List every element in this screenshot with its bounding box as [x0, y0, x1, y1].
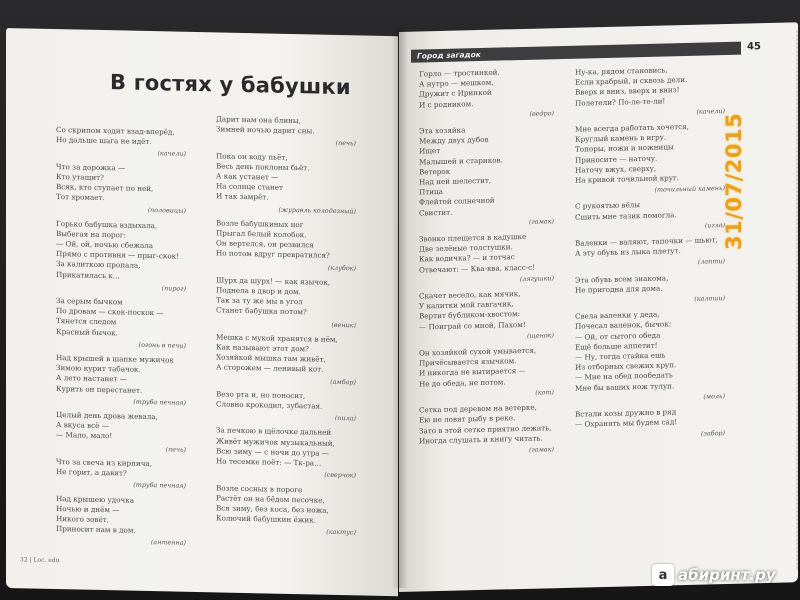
riddle-line: Между двух дубов [419, 135, 489, 146]
section-header: Город загадок [411, 42, 741, 63]
riddle-line: Дарит нам она блины, [216, 114, 301, 126]
riddle-block [419, 123, 554, 229]
riddle-line: — Мне на обед пообедать [575, 370, 673, 383]
book-gutter [392, 28, 408, 588]
riddle-block [575, 121, 725, 197]
riddle-line: И никогда не вытирается — [419, 366, 526, 378]
riddle-line: И так замрёт. [216, 191, 269, 202]
riddle-block [575, 235, 725, 270]
riddle-line: Причёсывается язычком. [419, 356, 517, 368]
riddle-block [216, 483, 356, 538]
riddle-line: Флейтой солнечной [419, 196, 495, 207]
riddle-block [216, 426, 356, 481]
riddle-line: А эту обувь из лыка плетут. [575, 246, 681, 258]
riddle-answer: (щенок) [526, 331, 554, 340]
riddle-line: Пока он воду пьёт, [216, 151, 288, 162]
riddle-line: Эта хозяйка [419, 125, 466, 136]
riddle-line: Горло — тростинкой, [419, 67, 500, 79]
riddle-line: Выбегая на порог: [56, 228, 127, 240]
riddle-line: — Ну, тогда стайка ешь [575, 350, 666, 362]
riddle-line: Круглый камень в игру. [575, 132, 667, 144]
riddle-line: Не пригодна для дома. [575, 283, 663, 295]
riddle-line: Сетка под деревом на ветерке, [419, 402, 537, 415]
riddle-line: Живёт мужичок музыкальный, [216, 436, 335, 448]
riddle-line: На тесемке поёт: — Тк-ра… [216, 456, 322, 468]
riddle-line: По дровам — скок-поскок — [56, 306, 164, 318]
riddle-line: Не горит, а давит? [56, 467, 127, 478]
riddle-block [56, 162, 186, 217]
labirint-logo-icon: а [652, 564, 674, 586]
riddle-answer: (веник) [331, 320, 356, 329]
riddle-answer: (моль) [703, 391, 725, 401]
riddle-answer: (игла) [704, 220, 725, 230]
riddle-line: Горько бабушка вздыхала, [56, 218, 158, 230]
riddle-line: Тянется следом [56, 316, 117, 327]
riddle-answer: (огонь в печи) [138, 340, 186, 350]
riddle-answer: (журавль колодезный) [278, 205, 356, 215]
riddle-answer: (ведро) [529, 109, 554, 118]
riddle-answer: (труба печная) [133, 480, 186, 491]
watermark [652, 560, 792, 590]
riddle-line: Но дальше шага не идёт. [56, 135, 152, 147]
riddle-line: Свистит. [419, 207, 453, 218]
riddle-line: Хозяйкой мышка там живёт, [216, 352, 326, 364]
riddle-answer: (кактус) [326, 528, 356, 537]
riddle-block [216, 275, 356, 330]
riddle-line: Приносите — наточу. [575, 153, 658, 165]
riddle-line: Весь день поклоны бьёт. [216, 161, 310, 173]
riddle-line: Целый день дрова жевала, [56, 410, 158, 422]
riddle-line: На солнце станет [216, 181, 284, 193]
riddle-line: Но потом вдруг превратился? [216, 248, 330, 261]
riddle-line: Встали козы дружно в ряд [575, 407, 677, 419]
riddle-line: — Ой, ой, ночью сбежала [56, 239, 154, 251]
riddle-line: Ею не ловят рыбу в реке. [419, 413, 516, 425]
riddle-line: Станет бабушка потом? [216, 305, 307, 317]
riddle-answer: (пила) [334, 414, 356, 423]
riddle-line: Красный бычок. [56, 326, 118, 338]
riddle-line: Из отборных свежих круп. [575, 360, 677, 372]
riddle-block [216, 218, 356, 273]
riddle-answer: (половицы) [147, 206, 186, 216]
riddle-line: Дружит с Иринкой [419, 88, 492, 99]
riddle-line: Словно крокодил, зубастая. [216, 399, 323, 411]
riddle-answer: (кот) [535, 388, 554, 397]
riddle-block [575, 272, 725, 307]
riddle-line: Шурх да шурх! — как язычок, [216, 275, 331, 287]
riddle-line: За серым бычком [56, 296, 123, 307]
page-number: 45 [747, 41, 761, 53]
riddle-answer: (антенна) [150, 538, 186, 548]
riddle-line: Колючий бабушкин ёжик. [216, 513, 316, 525]
riddle-line: А лето настанет — [56, 373, 127, 385]
riddle-line: Над крышею удочка [56, 493, 135, 505]
riddle-line: Всяк, кто ступает по ней, [56, 182, 154, 194]
riddle-line: Валенки — валяют, тапочки — шьют, [575, 235, 718, 248]
riddle-block [56, 353, 186, 408]
riddle-block [575, 198, 725, 233]
riddle-block [56, 410, 186, 455]
riddle-line: Растёт он на бёдом песочке, [216, 493, 325, 505]
riddle-block [216, 151, 356, 216]
riddle-answer: (амбар) [330, 377, 356, 387]
riddle-line: Мне всегда работать хочется, [575, 121, 689, 134]
riddle-line: Как называют этот дом? [216, 342, 309, 354]
riddle-block [56, 296, 186, 351]
riddle-line: Иногда слушать и книгу читать. [419, 433, 543, 446]
riddle-line: Ночью и днём — [56, 503, 120, 515]
riddle-answer: (труба печная) [133, 397, 186, 407]
riddle-line: Что за дорожка — [56, 161, 126, 173]
page-footer: 32 | Loc. edu [20, 556, 60, 565]
riddle-line: Мне бы ваших нож тулуп. [575, 380, 675, 393]
riddle-answer: (гамак) [529, 445, 554, 454]
riddle-block [216, 332, 356, 387]
open-book [6, 28, 798, 600]
riddle-line: А вкуса всё — [56, 420, 109, 431]
riddle-line: Наточу вжух, сверху, [575, 163, 657, 175]
riddle-line: Вертит бубликом-хвостом: [419, 309, 521, 321]
watermark-text: абиринт.ру [678, 566, 776, 584]
riddle-line: Зимней ночью дарит сны. [216, 124, 315, 136]
riddle-block [575, 406, 725, 441]
riddle-line: Эта обувь всем знакома, [575, 273, 669, 285]
riddle-answer: (пирог) [161, 284, 186, 293]
riddle-line: Вся зиму, без коса, без ножа, [216, 503, 329, 515]
riddle-line: Если храбрый, и сквозь дели. [575, 75, 688, 87]
riddle-line: Две зелёные толстушки. [419, 242, 513, 254]
riddle-line: Никого зовёт, [56, 513, 110, 525]
date-stamp: 31/07/2015 [722, 112, 746, 250]
riddle-line: — Ой, от сытого обеда [575, 330, 661, 342]
riddle-block [216, 114, 356, 149]
riddle-line: Возле бабушкиных ног [216, 218, 304, 230]
riddle-line: Мешка с мукой хранятся в нём, [216, 332, 338, 344]
riddle-line: Прыгал белый колобок. [216, 228, 307, 240]
riddle-answer: (печь) [335, 139, 356, 148]
page-edge-stack [796, 30, 798, 570]
riddle-block [419, 231, 554, 286]
riddle-line: Малышей и стариков. [419, 155, 503, 167]
riddle-block [575, 64, 725, 120]
riddle-block [419, 345, 554, 400]
riddle-line: Над ней шелестит, [419, 175, 492, 187]
riddle-answer: (гамак) [529, 217, 554, 226]
riddle-line: За печкою в щёлочке дальней [216, 425, 332, 438]
riddle-line: Топоры, ножи и ножницы [575, 142, 674, 155]
riddle-line: Почесал валенок, бычок: [575, 319, 672, 332]
riddle-block [419, 66, 554, 121]
riddle-line: Он хозяйкой сухой умывается, [419, 345, 537, 358]
riddle-line: Везо рта и, но поносит, [216, 389, 306, 401]
riddle-line: Кто утащит? [56, 171, 104, 182]
riddle-line: Полетели? По-ле-те-ли! [575, 96, 666, 108]
riddle-answer: (калоши) [694, 294, 725, 303]
riddle-block [56, 125, 186, 159]
riddle-line: Скачет весело, как мячик, [419, 289, 521, 301]
riddle-answer: (лапти) [697, 257, 725, 267]
riddle-line: Всю зиму — с ночи до утра — [216, 446, 329, 458]
riddle-block [419, 402, 554, 457]
riddle-line: У калитки мой гавгачик, [419, 299, 514, 311]
riddle-column-right-2 [575, 64, 725, 446]
riddle-line: Сшить мне тазик помогла. [575, 209, 677, 222]
riddle-block [56, 457, 186, 491]
riddle-line: Свела валенки у деда, [575, 309, 660, 321]
riddle-line: Ещё больше аппетит! [575, 340, 658, 352]
riddle-line: На кривой точильной круг. [575, 173, 680, 185]
riddle-line: С рукоятью вёлы [575, 200, 640, 212]
riddle-answer: (качели) [157, 149, 186, 159]
riddle-line: Курить он перестанет. [56, 383, 143, 395]
riddle-line: Птица [419, 187, 443, 197]
riddle-line: Что за свеча из кирпича, [56, 456, 153, 468]
riddle-column-left-1 [56, 125, 186, 553]
riddle-answer: (сверчок) [324, 470, 356, 480]
riddle-line: Возле сосных в пороге [216, 482, 303, 494]
riddle-answer: (печь) [165, 445, 186, 454]
riddle-line: Зато в этой сетке приятно лежать, [419, 422, 552, 436]
riddle-block [56, 494, 186, 549]
riddle-line: Тот хромает. [56, 192, 105, 203]
riddle-column-right-1 [419, 66, 554, 462]
riddle-line: А нутро — мешком, [419, 77, 494, 89]
riddle-block [216, 389, 356, 424]
riddle-line: А сторожем — ленивый кот. [216, 362, 324, 375]
riddle-answer: (забор) [700, 428, 725, 438]
riddle-line: Со скрипом ходит взад-вперёд, [56, 125, 175, 137]
riddle-line: Зимою курит табачок. [56, 363, 141, 375]
riddle-answer: (качели) [696, 106, 725, 116]
riddle-line: За калиткою пропала, [56, 259, 141, 271]
riddle-line: Как водичка? — и тотчас [419, 252, 515, 264]
riddle-line: Не до обеда, не потом. [419, 377, 506, 389]
left-page [6, 28, 398, 596]
riddle-line: А как устанет — [216, 171, 279, 182]
riddle-line: — Мало, мало! [56, 430, 113, 441]
riddle-block [56, 219, 186, 294]
riddle-line: Приносит нам в дом. [56, 524, 136, 535]
riddle-line: И с родником. [419, 98, 474, 110]
riddle-block [419, 288, 554, 343]
riddle-answer: (точильный камень) [654, 184, 725, 194]
riddle-line: Поднела в двор и дом. [216, 285, 301, 297]
riddle-line: Он вертелся, он резвился [216, 238, 314, 250]
riddle-line: Над крышей в шапке мужичок [56, 353, 175, 365]
riddle-answer: (лягушки) [519, 274, 554, 283]
riddle-line: Так за ту же мы в угол [216, 295, 303, 307]
riddle-answer: (клубок) [327, 263, 356, 272]
riddle-line: — Поиграй со мной, Пахом! [419, 319, 526, 332]
riddle-line: Ищет [419, 146, 441, 156]
page-title: В гостях у бабушки [110, 70, 351, 100]
riddle-line: Вверх и вниз, вверх и вниз! [575, 85, 680, 98]
riddle-line: — Охранять мы будем сад! [575, 417, 678, 429]
riddle-column-left-2 [216, 114, 356, 542]
riddle-line: Ну-ка, рядом становись, [575, 65, 668, 77]
riddle-block [575, 308, 725, 404]
riddle-line: Ветерок [419, 166, 451, 177]
riddle-line: Звонко плещется в кадушке [419, 231, 527, 244]
riddle-line: Прямо с противня — прыг-скок! [56, 249, 180, 261]
riddle-line: Отвечают: — Ква-ква, класс-с! [419, 262, 536, 275]
riddle-line: Прикатилась к… [56, 269, 120, 281]
